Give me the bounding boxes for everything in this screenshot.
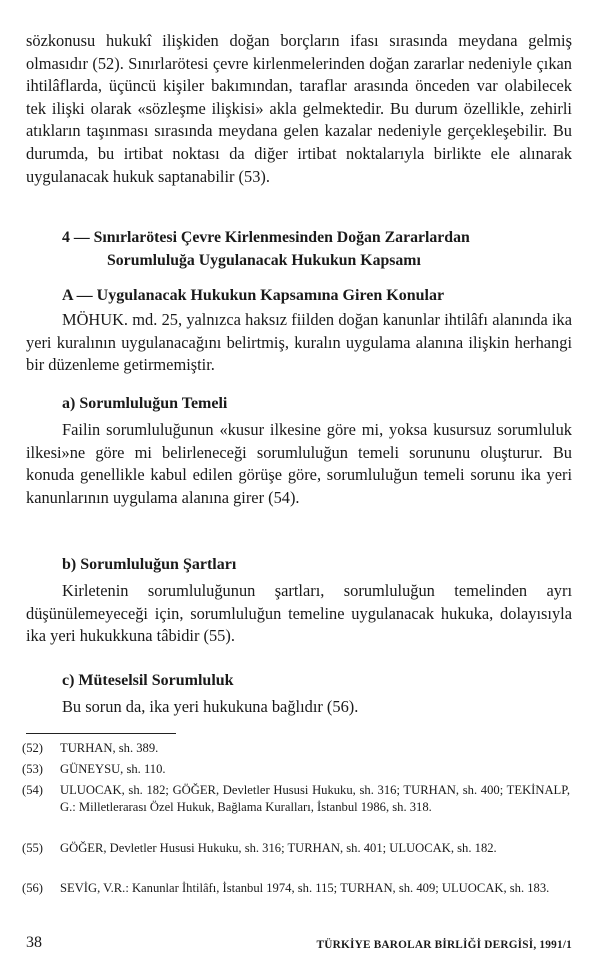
paragraph-text: sözkonusu hukukî ilişkiden doğan borçların ifası sırasında meydana gelmiş olmasıdır (52). Sınırlarötesi çevre kirlenmelerinden doğan zararlar nedeniyle çıkan ihtilâflarda, üçüncü kişiler bakımından, taraflar arasında önceden var olabilecek tek ilişki olarak «sözleşme ilişkisi» akla gelmektedir. Bu durum özellikle, zehirli atıkların taşınması sırasında meydana gelen kazalar nedeniyle gerçekleşebilir. Bu durumda, bu irtibat noktası da diğer irtibat noktalarıyla birlikte ele alınarak uygulanacak hukuk saptanabilir (53).	[26, 31, 572, 186]
heading-joint-liability: c) Müteselsil Sorumluluk	[62, 672, 234, 689]
footnote-52	[22, 740, 570, 757]
paragraph-text: MÖHUK. md. 25, yalnızca haksız fiilden doğan kanunlar ihtilâfı alanında ika yeri kuralının uygulanacağını belirtmiş, kuralın uygulama alanına ilişkin herhangi bir düzenleme getirmemiştir.	[26, 310, 572, 375]
page-number: 38	[26, 934, 42, 951]
footnote-text: ULUOCAK, sh. 182; GÖĞER, Devletler Hususi Hukuku, sh. 316; TURHAN, sh. 400; TEKİNALP, G.: Milletlerarası Özel Hukuk, Bağlama Kuralları, İstanbul 1986, sh. 318.	[60, 783, 570, 815]
footnote-number: (56)	[22, 881, 43, 895]
paragraph-basis-of-liability	[26, 419, 572, 509]
footnote-text: TURHAN, sh. 389.	[60, 741, 159, 755]
heading-conditions-of-liability: b) Sorumluluğun Şartları	[62, 556, 237, 573]
paragraph-text: Kirletenin sorumluluğunun şartları, sorumluluğun temelinden ayrı düşünülemeyeceği için, sorumluluğun temeline uygulanacak hukuka, dolayısıyla ika yeri hukukkuna tâbidir (55).	[26, 581, 572, 646]
paragraph-mohuk	[26, 309, 572, 377]
paragraph-contractual-relation	[26, 30, 572, 188]
subsection-a-heading: A — Uygulanacak Hukukun Kapsamına Giren Konular	[62, 287, 445, 304]
footnote-text: GÜNEYSU, sh. 110.	[60, 762, 166, 776]
section-4-heading-line1: 4 — Sınırlarötesi Çevre Kirlenmesinden Doğan Zararlardan	[62, 229, 470, 246]
journal-title: TÜRKİYE BAROLAR BİRLİĞİ DERGİSİ, 1991/1	[316, 939, 572, 951]
paragraph-joint-liability	[26, 696, 572, 719]
paragraph-conditions-of-liability	[26, 580, 572, 648]
footnote-53	[22, 761, 570, 778]
footnote-number: (53)	[22, 762, 43, 776]
section-4-heading-line2: Sorumluluğa Uygulanacak Hukukun Kapsamı	[107, 251, 421, 269]
footnote-text: SEVİG, V.R.: Kanunlar İhtilâfı, İstanbul 1974, sh. 115; TURHAN, sh. 409; ULUOCAK, sh. 183.	[60, 881, 550, 895]
footnote-54	[22, 782, 570, 816]
heading-basis-of-liability: a) Sorumluluğun Temeli	[62, 395, 228, 412]
footnote-56	[22, 880, 570, 897]
footnote-divider	[26, 733, 176, 734]
paragraph-text: Bu sorun da, ika yeri hukukuna bağlıdır (56).	[62, 697, 359, 716]
section-4-heading	[62, 227, 572, 272]
footnote-text: GÖĞER, Devletler Hususi Hukuku, sh. 316; TURHAN, sh. 401; ULUOCAK, sh. 182.	[60, 841, 497, 855]
footnote-55	[22, 840, 570, 857]
footnote-number: (52)	[22, 741, 43, 755]
footnote-number: (54)	[22, 783, 43, 797]
footnote-number: (55)	[22, 841, 43, 855]
paragraph-text: Failin sorumluluğunun «kusur ilkesine göre mi, yoksa kusursuz sorumluluk ilkesi»ne göre mi belirleneceği sorumluluğun temeli sorununu oluşturur. Bu konuda genellikle kabul edilen görüşe göre, sorumluluğun temeli sorunu ika yeri kanunlarının uygulama alanına girer (54).	[26, 420, 572, 507]
